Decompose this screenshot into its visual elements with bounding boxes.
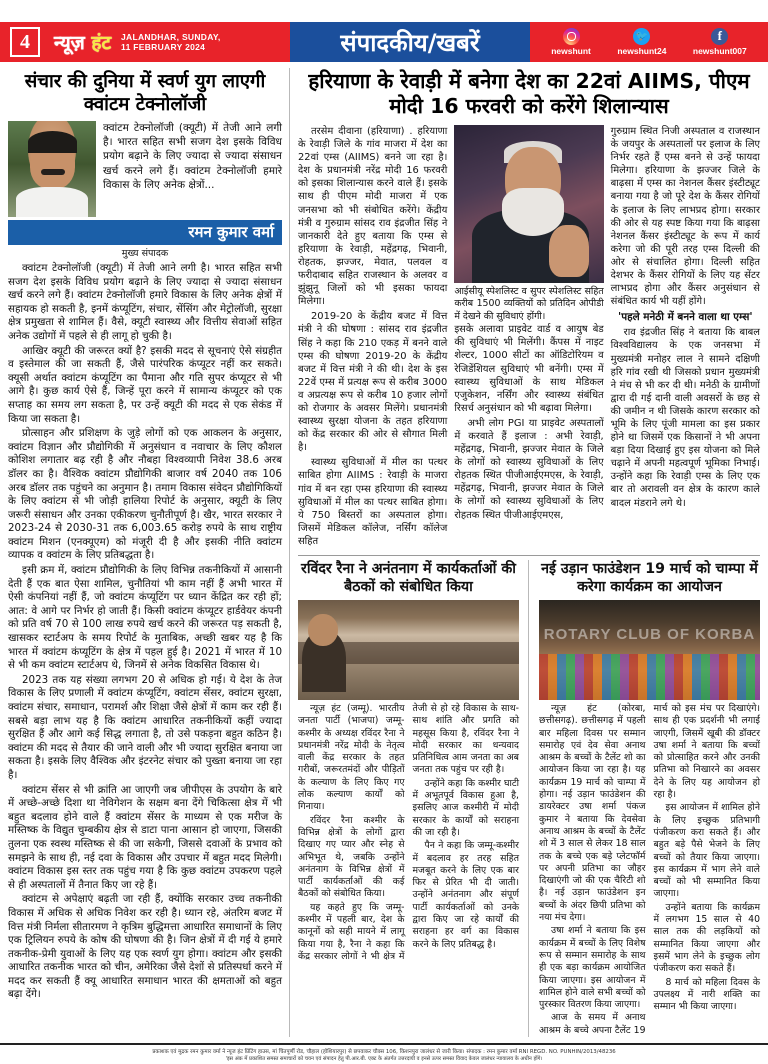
- page-number: 4: [10, 27, 40, 57]
- social-facebook[interactable]: [693, 28, 747, 56]
- story-headline: नई उड़ान फाउंडेशन 19 मार्च को चाम्पा में करेगा कार्यक्रम का आयोजन: [541, 561, 758, 595]
- lead-subheading-quote: 'पहले मनेठी में बनने वाला था एम्स': [618, 311, 753, 324]
- portrait-moustache: [41, 169, 65, 175]
- lead-story-columns: [298, 125, 760, 550]
- news-column-area: [290, 68, 760, 1037]
- editorial-intro-text: क्वांटम टेक्नोलॉजी (क्यूटी) में तेजी आने लगी है। भारत सहित सभी सजग देश इसके विविध प्रयोग बढ़ाने के लिए ज्यादा से ज्यादा संसाधन खर्च करने लगे हैं। क्वांटम टेक्नोलॉजी हमारे विकास के लिए अनेक क्षेत्रों...: [103, 122, 282, 191]
- story-paragraph: न्यूज़ हंट (कोरबा, छत्तीसगढ़). छत्तीसगढ़ में पहली बार महिला दिवस पर सम्मान समारोह एवं देव सेवा अनाथ आश्रम के बच्चों के टैलेंट शो का आयोजन किया जा रहा है। यह कार्यक्रम 19 मार्च को चाम्पा में होगा। नई उड़ान फाउंडेशन की डायरेक्टर उषा शर्मा पंकज कुमार ने बताया कि देवसेवा अनाथ आश्रम के बच्चों के टैलेंट शो में 3 साल से लेकर 18 साल तक के बच्चे एक बड़े प्लेटफॉर्म पर अपनी प्रतिभा का जौहर दिखाएंगी जो की एक चैरिटी शो है। नई उड़ान फाउंडेशन इन बच्चों के अंदर छिपी प्रतिभा को नया मंच देगा।: [539, 703, 646, 924]
- lead-photo-caption: आईसीयू स्पेशलिस्ट व सुपर स्पेशलिस्ट सहित करीब 1500 व्यक्तियों को प्रतिदिन ओपीडी में देखने की सुविधाएं होंगी।: [454, 286, 604, 322]
- story-paragraph: पैन ने कहा कि जम्मू-कश्मीर में बदलाव हर तरह सहित मजबूत करने के लिए एक बार फिर से प्रेरित भी दी जाती। उन्होंने अनंतनाग और संपूर्ण पार्टी कार्यकर्ताओं को उनके द्वारा किए जा रहे कार्यों की सराहना हर वर्ग का विकास करने के लिए प्रतिबद्ध है।: [412, 840, 519, 950]
- editorial-paragraph: क्वांटम सेंसर से भी क्रांति आ जाएगी जब जीपीएस के उपयोग के बारे में अच्छे-अच्छे दिशा था नेविगेशन के सक्षम बना देंगे चिकित्सा क्षेत्र में भी बहुत बदलाव होने वाले हैं क्वांटम सेंसर के माध्यम से एक मरीज के मस्तिष्क के विद्युत चुम्बकीय क्षेत्र से डाटा पाना आसान हो जाएगा, जिसकी तुलना एक स्वस्थ मस्तिष्क से की जा सकेगी, जिससे दवाओं के प्रभाव को समझने के साथ ही, नई दवा के विकास और उपचार में बहुत मदद मिलेगी। क्वांटम विकास इस स्तर तक पहुंच गया है कि कुछ क्वांटम उपकरण पहले से ही अस्पतालों में तैनात किए जा रहे हैं।: [8, 783, 282, 891]
- photo-speaker: [302, 630, 346, 692]
- page-body: [0, 68, 768, 1037]
- lead-story-headline: हरियाणा के रेवाड़ी में बनेगा देश का 22वां AIIMS, पीएम मोदी 16 फरवरी को करेंगे शिलान्यास: [308, 69, 750, 118]
- footer-legal-line: 'इस अंक में प्रकाशित समस्त समाचारों को चयन एवं संपादन हेतु पी.आर.बी. एक्ट के अंतर्गत उत्तरदायी व इनसे ऊपर समस्त विवाद केवल जालंधर न्यायालय के अधीन होंगे।: [225, 1056, 543, 1063]
- editorial-paragraph: इसी क्रम में, क्वांटम प्रौद्योगिकी के लिए विभिन्न तकनीकियों में आसानी देती हैं एक बात ऐसा शामिल, चुनौतियां भी काम नहीं हैं अभी भारत में ऐसी कंपनियां नहीं हैं, जो क्वांटम कंप्यूटिंग पर ध्यान केंद्रित कर रही हों; आत: वे आगे पर निर्भर हो जाती हैं। किसी क्वांटम कंप्यूटर हार्डवेयर कंपनी को प्रति वर्ष 70 से 100 लाख रुपये खर्च करने की जरूरत पड़ सकती है, खासकर स्टार्टअप के समय रिपोर्ट के मुताबिक, अच्छी खबर यह है कि भारत में क्वांटम कंप्यूटिंग के क्षेत्र में पहल हुई है। 2021 में भारत में 10 से भी कम क्वांटम स्टार्टअप थे, जिनमें से अनेक विकसित विकास थे।: [8, 564, 282, 672]
- lead-paragraph: 2019-20 के केंद्रीय बजट में वित्त मंत्री ने की घोषणा : सांसद राव इंद्रजीत सिंह ने कहा कि 210 एकड़ में बनने वाले एम्स की घोषणा 2019-20 के केंद्रीय बजट में वित्त मंत्री ने की थी। देश के इस 22वें एम्स में प्रत्यक्ष रूप से करीब 3000 व अप्रत्यक्ष रूप से करीब 10 हजार लोगों को रोजगार के अवसर मिलेंगे। प्रधानमंत्री स्वास्थ्य सुरक्षा योजना के तहत हरियाणा को केंद्र सरकार की ओर से सौगात मिली है।: [298, 311, 448, 454]
- editorial-paragraph: क्वांटम से अपेक्षाएं बढ़ती जा रही हैं, क्योंकि सरकार उच्च तकनीकी विकास में अधिक से अधिक निवेश कर रही है। ध्यान रहे, अंतरिम बजट में वित्त मंत्री निर्मला सीतारमण ने कृत्रिम बुद्धिमत्ता आधारित समाधानों के लिए एक ट्रिलियन रुपये के कोष की घोषणा की है। जिन क्षेत्रों में दी गई ये हमारे तकनीक-प्रेमी युवाओं के लिए यह एक स्वर्ण युग होगा। क्वांटम और इसकी आधारित तकनीक भारत को चीन, अमेरिका जैसे देशों से प्रतिस्पर्धा करने में मदद कर सकती हैं क्यू आधारित समाधान भारत की क्षमताओं को बहुत बढ़ा देंगे।: [8, 893, 282, 1001]
- secondary-stories-row: [298, 560, 760, 1037]
- story-ravinder-raina: [298, 560, 529, 1037]
- logo-text-primary: न्यूज़: [54, 32, 85, 54]
- masthead: [0, 22, 768, 62]
- editorial-intro-block: [8, 121, 282, 217]
- social-twitter[interactable]: [617, 28, 666, 56]
- story-paragraph: इस आयोजन में शामिल होने के लिए इच्छुक प्रतिभागी पंजीकरण करा सकते हैं। और बहुत बड़े पैसे भेजने के लिए बच्चों को तैयार किया जाएगा। इस कार्यक्रम में भाग लेने वाले बच्चों को भी सम्मानित किया जाएगा।: [653, 802, 760, 900]
- lead-paragraph: गुरुग्राम स्थित निजी अस्पताल व राजस्थान के जयपुर के अस्पतालों पर इलाज के लिए निर्भर रहते हैं एम्स बनने से उन्हें फायदा मिलेगा। हरियाणा के झज्जर जिले के बाढ़सा में एम्स का नेशनल कैंसर इंस्टीट्यूट बनाया गया है जो पूरे देश के कैंसर रोगियों के इलाज के लिए लाभप्रद होगा। सरकार की ओर से यह स्पष्ट किया गया कि बाढ़सा नेशनल कैंसर इंस्टीट्यूट के रूप में कार्य करेगा जो की पूरी तरह एम्स दिल्ली की ओर से संचालित होगा। दिल्ली सहित देशभर के कैंसर रोगियों के लिए यह सेंटर लाभप्रद होगा और कैंसर अनुसंधान से संबंधित कार्य भी यहीं होंगे।: [610, 126, 760, 308]
- lead-story-col-1: [298, 125, 447, 550]
- story-body: [539, 703, 760, 1037]
- story-headline: रविंदर रैना ने अनंतनाग में कार्यकर्ताओं की बैठकों को संबोधित किया: [301, 561, 516, 595]
- lead-paragraph: अभी लोग PGI या प्राइवेट अस्पतालों में करवाते हैं इलाज : अभी रेवाड़ी, महेंद्रगढ़, भिवानी, झज्जर मेवात के जिले के लोगों को स्वास्थ्य सुविधाओं के लिए रोहतक स्थित पीजीआईएमएस, के रेवाड़ी, महेंद्रगढ़, भिवानी, झज्जर मेवात के जिले के लोगों को स्वास्थ्य सुविधाओं के लिए रोहतक स्थित पीजीआईएमएस,: [454, 417, 604, 521]
- newspaper-logo: [54, 29, 111, 55]
- editorial-paragraph: आखिर क्यूटी की जरूरत क्यों है? इसकी मदद से सूचनाएं ऐसे संग्रहीत व इस्तेमाल की जा सकती हैं, जैसे पारंपरिक कंप्यूटर नहीं कर सकते। क्यूसी अर्थात क्वांटम कंप्यूटिंग का पैमाना और गति सुपर कंप्यूटर से भी आगे है। कुछ कार्य ऐसे हैं, जिन्हें पूरा करने में सामान्य कंप्यूटर को एक सप्ताह का समय लग सकता है, पर उन्हें क्यूटी की मदद से एक सेकंड में किया जा सकता है।: [8, 344, 282, 425]
- footer-imprint-line: प्रकाशक एवं मुद्रक रमन कुमार वर्मा ने न्यूज हंट प्रिंटिंग हाउस, मां चिंतपूर्णी रोड, चौहाल (होशियारपुर) से छपवाकर चौक्स 106, किशनपुरा जालंधर से जारी किया। संपादक : रमन कुमार वर्मा RNI REGD. NO. PUNHIN/2013/48236: [152, 1049, 616, 1056]
- edition-full-date: 11 FEBRUARY 2024: [121, 42, 206, 52]
- masthead-brand-block: [0, 22, 290, 62]
- lead-story-col-2: [454, 125, 603, 550]
- story-paragraph: आज के समय में अनाथ आश्रम के बच्चे अपना टैलेंट 19 मार्च को इस मंच पर दिखाएंगे। साथ ही एक प्रदर्शनी भी लगाई जाएगी, जिसमें खूबी की डॉक्टर उषा शर्मा ने बताया कि बच्चों को प्रोत्साहित करने और उनकी प्रतिभा को निखारने का अवसर देने के लिए यह आयोजन हो रहा है।: [539, 703, 760, 1036]
- lead-story-col-3: [611, 125, 760, 550]
- lead-paragraph: इसके अलावा प्राइवेट वार्ड व आयुष बेड की सुविधाएं भी मिलेंगी। कैंपस में नाइट शेल्टर, 1000 सीटों का ऑडिटोरियम व रेजिडेंशियल सुविधाएं भी बनेंगी। एम्स में स्वास्थ्य सुविधाओं के साथ मेडिकल एजुकेशन, नर्सिंग और स्वास्थ्य संबंधित रिसर्च अनुसंधान को भी बढ़ावा मिलेगा।: [454, 324, 604, 414]
- lead-story: [298, 69, 760, 550]
- story-paragraph: उन्होंने कहा कि कश्मीर घाटी में अभूतपूर्व विकास हुआ है, इसलिए आज कश्मीरी में मोदी सरकार के कार्यों को सराहना की जा रही है।: [412, 777, 519, 838]
- instagram-handle: newshunt: [551, 46, 591, 56]
- page-footer: [0, 1043, 768, 1064]
- social-instagram[interactable]: [551, 28, 591, 56]
- twitter-icon: [633, 28, 650, 45]
- editorial-paragraph: क्वांटम टेक्नोलॉजी (क्यूटी) में तेजी आने लगी है। भारत सहित सभी सजग देश इसके विविध प्रयोग बढ़ाने के लिए ज्यादा से ज्यादा संसाधन खर्च करने लगे हैं। क्वांटम टेक्नोलॉजी हमारे विकास के लिए अनेक क्षेत्रों में सहायक हो सकती है, इनमें कंप्यूटिंग, संचार, सेंसिंग और मेट्रोलॉजी, सुरक्षा क्षेत्र प्रमुखता से शामिल हैं। वैसे, क्यूटी स्वास्थ्य और वित्तीय सेवाओं सहित अनेक उद्योगों में पहले से ही लागू हो चुकी है।: [8, 262, 282, 342]
- editorial-body: [8, 262, 282, 1002]
- editorial-paragraph: 2023 तक यह संख्या लगभग 20 से अधिक हो गई। ये देश के तेज विकास के लिए प्रणाली में क्वांटम कंप्यूटिंग, क्वांटम सेंसर, क्वांटम सुरक्षा, क्वांटम संचार, समाधान, परामर्श और शिक्षा जैसे क्षेत्रों में काम कर रही हैं। सबसे बड़ा लाभ यह है कि क्वांटम आधारित तकनीकियों कहीं ज्यादा सुरक्षित हैं और आगे कई सिद्ध लगाता है, तो उसे पकड़ना बहुत कठिन है। क्वांटम की मदद से तैयार की जाने वाली और भी ज्यादा सुरक्षित बनाया जा सकता है। इसके लिए वैश्विक और इंटरनेट संचार को पुख्ता बनाया जा रहा है।: [8, 673, 282, 781]
- facebook-icon: [711, 28, 728, 45]
- story-body: [298, 703, 519, 963]
- pm-modi-photo: [454, 125, 603, 283]
- story-nai-udaan-foundation: [539, 560, 760, 1037]
- stage-event-photo: [539, 600, 760, 700]
- section-title: संपादकीय/खबरें: [340, 28, 480, 57]
- story-paragraph: रविंदर रैना कश्मीर के विभिन्न क्षेत्रों के लोगों द्वारा दिखाए गए प्यार और स्नेह से अभिभूत थे, जबकि उन्होंने अनंतनाग के विभिन्न क्षेत्रों में पार्टी कार्यकर्ताओं की कई बैठकों को संबोधित किया।: [298, 814, 405, 900]
- story-paragraph: उन्होंने बताया कि कार्यक्रम में लगभग 15 साल से 40 साल तक की लड़कियों को सम्मानित किया जाएगा और इसमें भाग लेने के इच्छुक लोग पंजीकरण करा सकते हैं।: [653, 901, 760, 975]
- story-paragraph: 8 मार्च को महिला दिवस के उपलक्ष्य में नारी शक्ति का सम्मान भी किया जाएगा।: [653, 976, 760, 1013]
- editor-byline-name: रमन कुमार वर्मा: [8, 220, 282, 245]
- lead-paragraph: स्वास्थ्य सुविधाओं में मील का पत्थर साबित होगा AIIMS : रेवाड़ी के माजरा गांव में बन रहा एम्स हरियाणा की स्वास्थ्य सुविधाओं में मील का पत्थर साबित होगा। ये 750 बिस्तरों का अस्पताल होगा। जिसमें मेडिकल कॉलेज, नर्सिंग कॉलेज सहित: [298, 457, 448, 547]
- logo-text-secondary: हंट: [91, 32, 112, 54]
- twitter-handle: newshunt24: [617, 46, 667, 56]
- lead-paragraph: राव इंद्रजीत सिंह ने बताया कि बाबल विश्वविद्यालय के एक जनसभा में मुख्यमंत्री मनोहर लाल ने सामने दक्षिणी हरि गांव रखी थी जिसको प्रधान मुख्यमंत्री ने मंच से भी कर दी थी। मनेठी के ग्रामीणों द्वारा दी गई दानी वाली अवसरों के छह से की जमीन न थी जिसके कारण सरकार को भूमि के लिए पूंजी मामला का इस प्रकार होने था जिसमें एक किसानों ने भी अपना बड़ा दिया दिखाई हुए इस योजना को मिले चढ़ाने में अपनी महत्वपूर्ण भूमिका निभाई। उन्होंने कहा कि रेवाड़ी एम्स के लिए एक बार तो अरावली वन क्षेत्र के कारण काले बादल मंडराने लगे थे।: [610, 327, 760, 509]
- photo-subject-hand: [549, 225, 589, 277]
- story-paragraph: यह कहते हुए कि जम्मू-कश्मीर में पहली बार, देश के कानूनों को सही मायने में लागू किया गया है, रैना ने कहा कि केंद्र सरकार लोगों ने भी क्षेत्र में तेजी से हो रहे विकास के साथ-साथ शांति और प्रगति को महसूस किया है, रविंदर रैना ने मोदी सरकार का धन्यवाद प्रतिनिधित्व आम जनता का अब जनता तक पहुंच पर रही है।: [298, 703, 519, 962]
- editor-portrait-photo: [8, 121, 96, 217]
- social-bar: [530, 22, 768, 62]
- editor-designation: मुख्य संपादक: [121, 248, 169, 259]
- newspaper-page: [0, 22, 768, 1063]
- story-paragraph: न्यूज़ हंट (जम्मू). भारतीय जनता पार्टी (भाजपा) जम्मू-कश्मीर के अध्यक्ष रविंदर रैना ने प्रधानमंत्री नरेंद्र मोदी के नेतृत्व वाली केंद्र सरकार के तहत गरीबों, जरूरतमंदों और पीड़ितों के कल्याण के लिए किए गए लोक कल्याण कार्यों को गिनाया।: [298, 703, 405, 813]
- facebook-handle: newshunt007: [692, 46, 747, 56]
- editorial-column: [8, 68, 290, 1037]
- portrait-hair: [28, 131, 77, 153]
- instagram-icon: [563, 28, 580, 45]
- story-divider: [298, 555, 760, 556]
- meeting-photo: [298, 600, 519, 700]
- lead-paragraph: तरसेम दीवाना (हरियाणा) . हरियाणा के रेवाड़ी जिले के गांव माजरा में देश का 22वां एम्स (AIIMS) बनने जा रहा है। देश के प्रधानमंत्री नरेंद्र मोदी 16 फरवरी को इसका शिलान्यास करने वाले हैं। इसके साथ ही पीएम मोदी माजरा में एक जनसभा को भी संबोधित करेंगे। केंद्रीय मंत्री व गुरुग्राम सांसद राव इंद्रजीत सिंह ने जानकारी देते हुए बताया कि एम्स से हरियाणा के रेवाड़ी, महेंद्रगढ़, भिवानी, रोहतक, झज्जर, मेवात, पलवल व फरीदाबाद सहित राजस्थान के अलवर व झुंझुनू जिलों को भी इसका फायदा मिलेगा।: [298, 126, 448, 308]
- edition-city-day: JALANDHAR, SUNDAY,: [121, 32, 221, 42]
- editorial-headline: संचार की दुनिया में स्वर्ण युग लाएगी क्वांटम टेक्नोलॉजी: [24, 71, 266, 115]
- editorial-paragraph: प्रोत्साहन और प्रशिक्षण के जुड़े लोगों को एक आकलन के अनुसार, क्वांटम विज्ञान और प्रौद्योगिकी में अनुसंधान व नवाचार के लिए कौशल कोशिश लगातार बढ़ रही है और नौबहा विश्वव्यापी निवेश 38.6 अरब डॉलर का है। वैश्विक क्वांटम प्रौद्योगिकी बाजार वर्ष 2040 तक 106 अरब डॉलर तक पहुंचने का अनुमान है। तमाम विकास संवेदन प्रौद्योगिकियों के लिए क्वांटम से भी जोड़ी हालिया रिपोर्ट के अनुसार, क्यूटी के लिए जरूरी संसाधन और उनका एकीकरण चुनौतीपूर्ण है। खैर, भारत सरकार ने 2023-24 से 2030-31 तक 6,003.65 करोड़ रुपये के साथ राष्ट्रीय क्वांटम मिशन (एनक्यूएम) को मंजूरी दी है और इसकी नीति क्वांटम व्यापक व क्वांटम के लिए प्रतिबद्धता है।: [8, 427, 282, 562]
- edition-date: [121, 32, 221, 52]
- section-banner: [290, 22, 530, 62]
- story-paragraph: उषा शर्मा ने बताया कि इस कार्यक्रम में बच्चों के लिए विशेष रूप से सम्मान समारोह के साथ ही एक बड़ा कार्यक्रम आयोजित किया जाएगा। इस आयोजन में शामिल होने वाले सभी बच्चों को पुरस्कार वितरण किया जाएगा।: [539, 925, 646, 1011]
